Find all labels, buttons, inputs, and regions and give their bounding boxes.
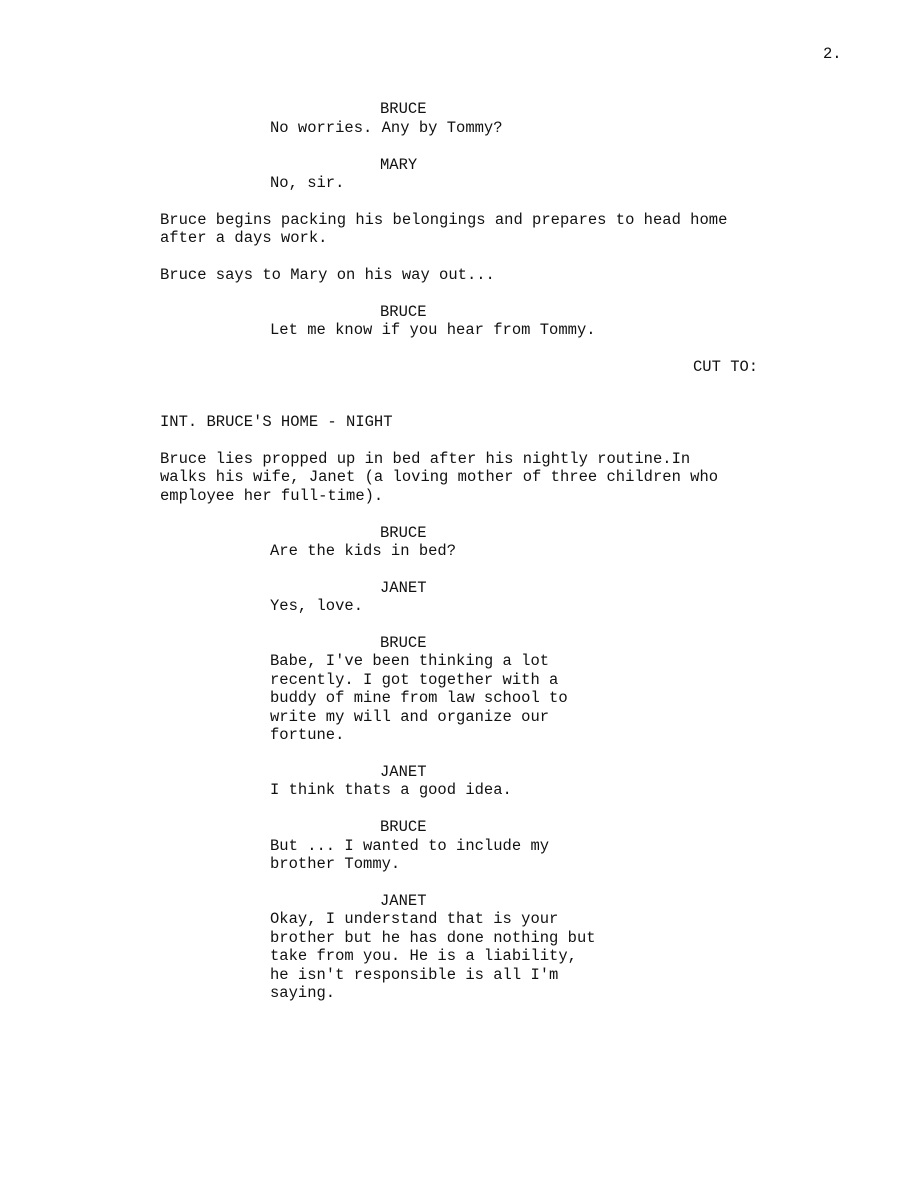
character-cue: MARY	[380, 156, 418, 174]
action-line: walks his wife, Janet (a loving mother of three children who	[160, 468, 719, 486]
dialogue-line: Let me know if you hear from Tommy.	[270, 321, 596, 339]
character-cue: JANET	[380, 892, 427, 910]
dialogue-line: Babe, I've been thinking a lot	[270, 652, 550, 670]
dialogue-line: But ... I wanted to include my	[270, 837, 550, 855]
action-line: Bruce lies propped up in bed after his nightly routine.In	[160, 450, 691, 468]
transition: CUT TO:	[693, 358, 759, 376]
character-cue: BRUCE	[380, 303, 427, 321]
dialogue-line: brother but he has done nothing but	[270, 929, 596, 947]
action-line: Bruce begins packing his belongings and prepares to head home	[160, 211, 728, 229]
dialogue-line: Yes, love.	[270, 597, 364, 615]
action-line: Bruce says to Mary on his way out...	[160, 266, 495, 284]
dialogue-line: No worries. Any by Tommy?	[270, 119, 503, 137]
character-cue: BRUCE	[380, 634, 427, 652]
dialogue-line: No, sir.	[270, 174, 345, 192]
dialogue-line: take from you. He is a liability,	[270, 947, 577, 965]
dialogue-line: saying.	[270, 984, 336, 1002]
dialogue-line: brother Tommy.	[270, 855, 401, 873]
scene-heading: INT. BRUCE'S HOME - NIGHT	[160, 413, 393, 431]
character-cue: BRUCE	[380, 100, 427, 118]
action-line: after a days work.	[160, 229, 328, 247]
dialogue-line: recently. I got together with a	[270, 671, 559, 689]
page-number: 2.	[823, 45, 842, 63]
dialogue-line: Are the kids in bed?	[270, 542, 457, 560]
dialogue-line: fortune.	[270, 726, 345, 744]
action-line: employee her full-time).	[160, 487, 384, 505]
character-cue: JANET	[380, 763, 427, 781]
dialogue-line: buddy of mine from law school to	[270, 689, 568, 707]
dialogue-line: he isn't responsible is all I'm	[270, 966, 559, 984]
character-cue: JANET	[380, 579, 427, 597]
character-cue: BRUCE	[380, 524, 427, 542]
dialogue-line: Okay, I understand that is your	[270, 910, 559, 928]
character-cue: BRUCE	[380, 818, 427, 836]
dialogue-line: write my will and organize our	[270, 708, 550, 726]
dialogue-line: I think thats a good idea.	[270, 781, 512, 799]
